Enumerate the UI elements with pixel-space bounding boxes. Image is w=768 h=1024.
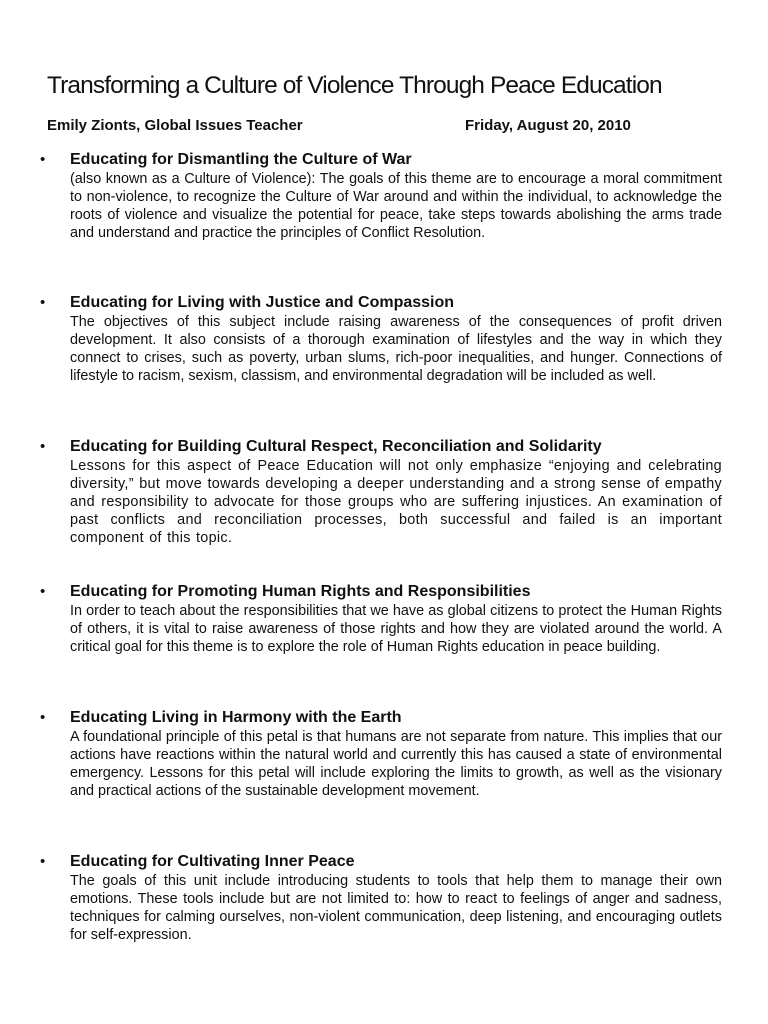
section-dismantling-culture-of-war [40,150,722,256]
section-body: A foundational principle of this petal is that humans are not separate from nature. This implies that our actions have reactions within the natural world and currently this has caused a state of environmental emergency. Lessons for this petal will include exploring the limits to growth, as well as the visionary and practical actions of the sustainable development movement. [70,729,722,799]
section-body: Lessons for this aspect of Peace Education will not only emphasize “enjoying and celebrating diversity,” but move towards developing a deeper understanding and a strong sense of empathy and responsibility to advocate for those groups who are suffering injustices. An examination of past conflicts and reconciliation processes, both successful and failed is an important component of this topic. [70,458,722,546]
section-heading: Educating for Living with Justice and Compassion [70,294,455,311]
bullet-icon: • [40,438,46,455]
bullet-icon: • [40,853,46,870]
section-heading: Educating for Building Cultural Respect, Reconciliation and Solidarity [70,438,602,455]
bullet-icon: • [40,294,46,311]
bullet-icon: • [40,709,46,726]
section-heading: Educating for Dismantling the Culture of War [70,151,412,168]
date: Friday, August 20, 2010 [465,117,631,134]
section-body: (also known as a Culture of Violence): The goals of this theme are to encourage a moral commitment to non-violence, to recognize the Culture of War around and within the individual, to acknowledge the roots of violence and visualize the potential for peace, take steps towards abolishing the arms trade and understand and practice the principles of Conflict Resolution. [70,171,722,241]
section-inner-peace [40,852,722,958]
section-heading: Educating for Cultivating Inner Peace [70,853,355,870]
byline [47,117,707,134]
page-title: Transforming a Culture of Violence Through Peace Education [47,72,662,99]
section-justice-compassion [40,293,722,399]
section-body: The goals of this unit include introducing students to tools that help them to manage their own emotions. These tools include but are not limited to: how to react to feelings of anger and sadness, techniques for calming ourselves, non-violent communication, deep listening, and encouraging outlets for self-expression. [70,873,722,943]
section-heading: Educating Living in Harmony with the Earth [70,709,402,726]
author: Emily Zionts, Global Issues Teacher [47,117,303,134]
section-harmony-earth [40,708,722,814]
bullet-icon: • [40,151,46,168]
section-body: In order to teach about the responsibilities that we have as global citizens to protect the Human Rights of others, it is vital to raise awareness of those rights and how they are violated around the world. A critical goal for this theme is to explore the role of Human Rights education in peace building. [70,603,722,655]
section-cultural-respect [40,437,722,561]
bullet-icon: • [40,583,46,600]
section-human-rights [40,582,722,670]
section-heading: Educating for Promoting Human Rights and Responsibilities [70,583,531,600]
section-body: The objectives of this subject include raising awareness of the consequences of profit driven development. It also consists of a thorough examination of lifestyles and the way in which they connect to crises, such as poverty, urban slums, rich-poor inequalities, and hunger. Connections of lifestyle to racism, sexism, classism, and environmental degradation will be included as well. [70,314,722,384]
